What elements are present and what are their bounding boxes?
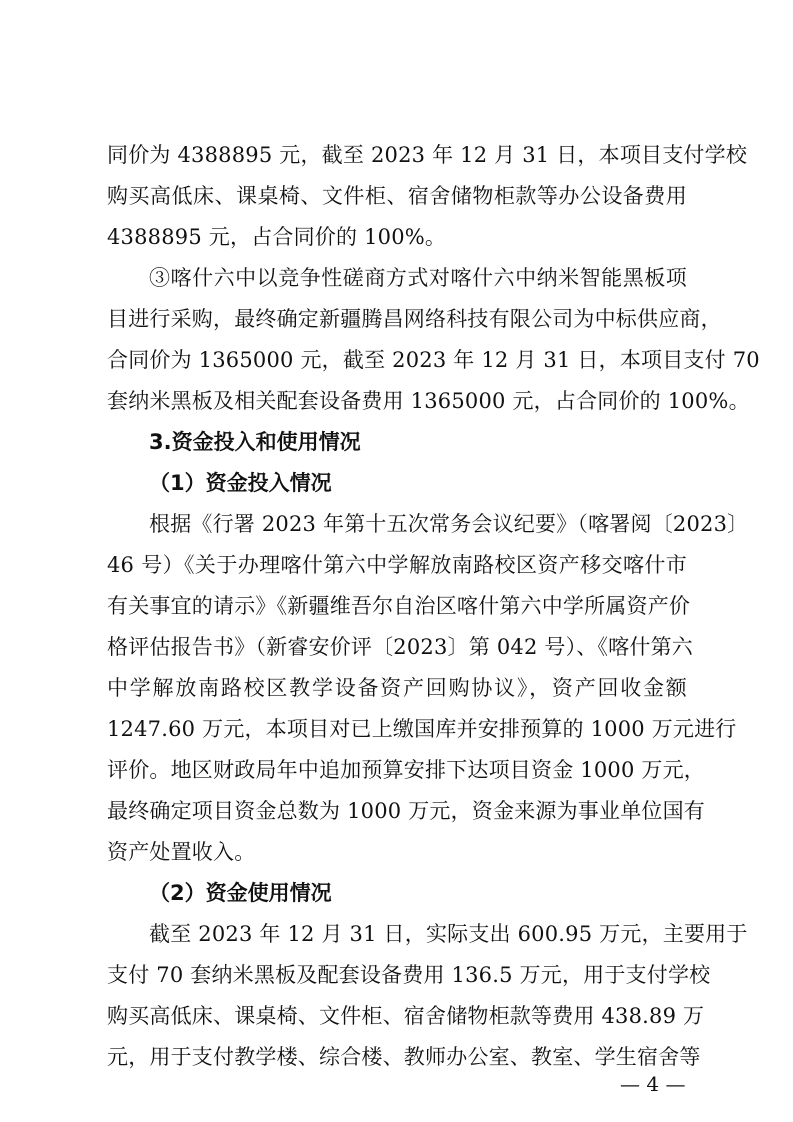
paragraph-4-line-4: 元，用于支付教学楼、综合楼、教师办公室、教室、学生宿舍等 [107,1045,701,1069]
paragraph-3-line-1: 根据《行署 2023 年第十五次常务会议纪要》（喀署阅〔2023〕 [149,512,749,536]
paragraph-3-line-3: 有关事宜的请示》《新疆维吾尔自治区喀什第六中学所属资产价 [107,594,691,618]
paragraph-2-line-1: ③喀什六中以竞争性磋商方式对喀什六中纳米智能黑板项 [149,266,687,290]
paragraph-1-line-2: 购买高低床、课桌椅、文件柜、宿舍储物柜款等办公设备费用 [107,184,687,208]
subheading-funds-usage: （2）资金使用情况 [149,881,332,905]
paragraph-4-line-3: 购买高低床、课桌椅、文件柜、宿舍储物柜款等费用 438.89 万 [107,1004,705,1028]
page-number: — 4 — [620,1072,686,1096]
paragraph-1-line-1: 同价为 4388895 元，截至 2023 年 12 月 31 日，本项目支付学校 [107,143,748,167]
section-heading-funds: 3.资金投入和使用情况 [149,430,361,454]
paragraph-3-line-6: 1247.60 万元，本项目对已上缴国库并安排预算的 1000 万元进行 [107,717,737,741]
paragraph-1-line-3: 4388895 元，占合同价的 100%。 [107,225,447,249]
paragraph-3-line-2: 46 号）《关于办理喀什第六中学解放南路校区资产移交喀什市 [107,553,687,577]
paragraph-3-line-4: 格评估报告书》（新睿安价评〔2023〕第 042 号）、《喀什第六 [107,635,693,659]
paragraph-4-line-1: 截至 2023 年 12 月 31 日，实际支出 600.95 万元，主要用于 [149,922,748,946]
paragraph-3-line-9: 资产处置收入。 [107,840,256,864]
paragraph-3-line-5: 中学解放南路校区教学设备资产回购协议》，资产回收金额 [107,676,687,700]
paragraph-2-line-2: 目进行采购，最终确定新疆腾昌网络科技有限公司为中标供应商， [107,307,722,331]
paragraph-3-line-8: 最终确定项目资金总数为 1000 万元，资金来源为事业单位国有 [107,799,705,823]
paragraph-4-line-2: 支付 70 套纳米黑板及配套设备费用 136.5 万元，用于支付学校 [107,963,711,987]
paragraph-3-line-7: 评价。地区财政局年中追加预算安排下达项目资金 1000 万元， [107,758,705,782]
subheading-funds-investment: （1）资金投入情况 [149,471,332,495]
paragraph-2-line-4: 套纳米黑板及相关配套设备费用 1365000 元，占合同价的 100%。 [107,389,750,413]
paragraph-2-line-3: 合同价为 1365000 元，截至 2023 年 12 月 31 日，本项目支付 70 [107,348,760,372]
